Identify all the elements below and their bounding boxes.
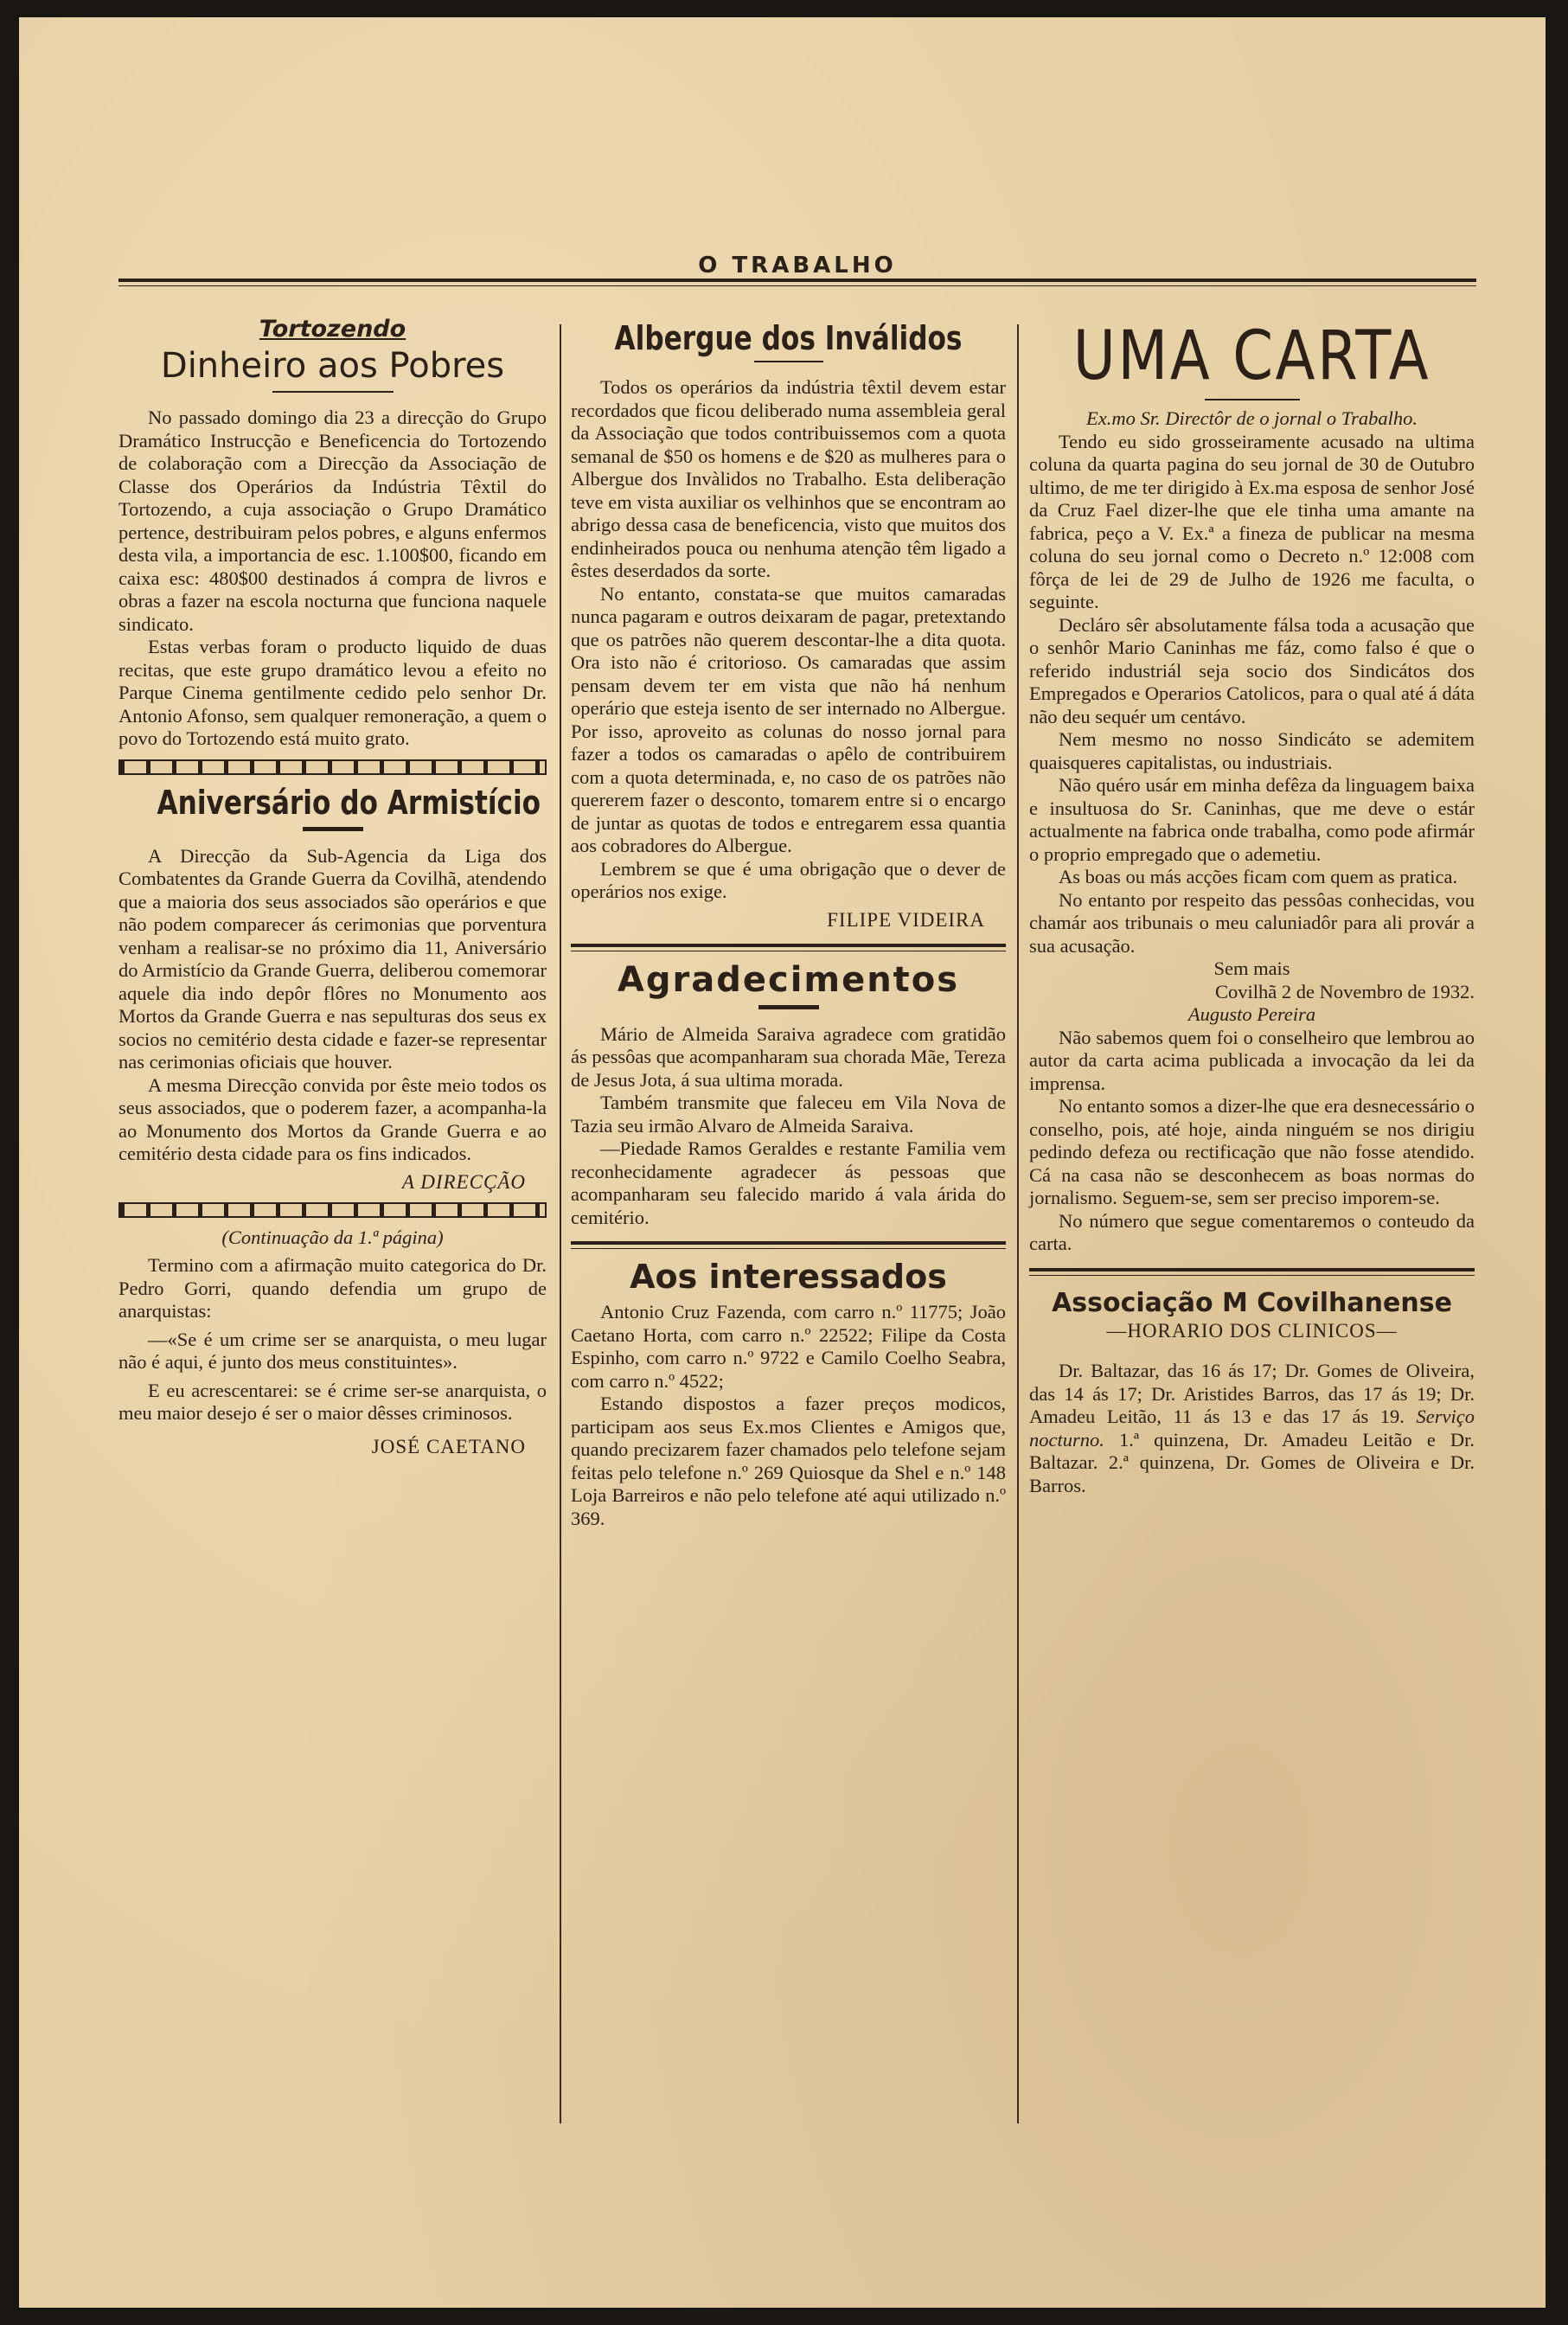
article-paragraph: As boas ou más acções ficam com quem as pratica. xyxy=(1059,866,1458,887)
article-signature: FILIPE VIDEIRA xyxy=(827,908,985,931)
ornamental-divider xyxy=(118,759,547,775)
night-service-schedule: 1.ª quinzena, Dr. Amadeu Leitão e Dr. Baltazar. 2.ª quinzena, Dr. Gomes de Oliveira e Dr. Barros. xyxy=(1029,1428,1475,1496)
page-header xyxy=(118,253,1476,294)
article-paragraph: No entanto somos a dizer-lhe que era desnecessário o conselho, pois, até hoje, ainda ninguém se nos dirigiu pedindo defeza ou rectificação que não fosse atendido. Cá na casa não se desconhecem as boas normas do jornalismo. Seguem-se, sem ser preciso imporem-se. xyxy=(1029,1095,1475,1208)
article-paragraph: Não sabemos quem foi o conselheiro que lembrou ao autor da carta acima publicada a invocação da lei da imprensa. xyxy=(1029,1026,1475,1094)
section-divider xyxy=(571,944,1006,951)
title-rule xyxy=(758,1005,819,1009)
header-rule xyxy=(118,279,1476,282)
article-title: Agradecimentos xyxy=(617,959,960,1000)
letter-signature: Augusto Pereira xyxy=(1187,1003,1316,1025)
article-title: Aos interessados xyxy=(630,1258,947,1296)
article-horario-clinicos xyxy=(1029,1288,1475,1498)
article-paragraph: Todos os operários da indústria têxtil devem estar recordados que ficou deliberado numa assembleia geral da Associação que todos contribuissemos com a quota semanal de $50 os homens e de $20 as mulheres para o Albergue dos Invàlidos no Trabalho. Esta deliberação teve em vista auxiliar os velhinhos que se encontram ao abrigo dessa casa de beneficencia, visto que muitos dos endinheirados pouca ou nenhuma atenção têm ligado a êstes deserdados da sorte. xyxy=(571,376,1006,581)
column-left xyxy=(118,316,547,1458)
column-divider xyxy=(560,324,561,2123)
title-rule xyxy=(303,827,363,831)
article-title: UMA CARTA xyxy=(1072,317,1431,395)
article-paragraph: No entanto, constata-se que muitos camaradas nunca pagaram e outros deixaram de pagar, pretextando que os patrões não querem descontar-lhe a dita quota. Ora isto não é critorioso. Os camaradas que assim pensam devem ter em vista que não há nenhum operário que esteja isento de ser internado no Albergue. Por isso, aproveito as colunas do nosso jornal para fazer a todos os camaradas o apêlo de contribuirem com a quota determinada, e, no caso de os patrões não quererem fazer o desconto, tomarem entre si o encargo de juntar as quotas de todos e entregarem essa quantia aos cobradores do Albergue. xyxy=(571,582,1006,856)
title-rule xyxy=(1205,399,1300,400)
article-title: Aniversário do Armistício xyxy=(157,783,541,822)
ornamental-divider xyxy=(118,1202,547,1218)
article-subtitle: —HORARIO DOS CLINICOS— xyxy=(1106,1319,1398,1342)
article-paragraph: A mesma Direcção convida por êste meio todos os seus associados, que o poderem fazer, a acompanha-la ao Monumento dos Mortos da Grande Guerra e ao cemitério desta cidade para os fins indicados. xyxy=(118,1073,547,1164)
article-paragraph: Nem mesmo no nosso Sindicáto se ademitem quaisqueres capitalistas, ou industriais. xyxy=(1029,728,1475,773)
masthead: O TRABALHO xyxy=(698,253,897,279)
article-paragraph: Decláro sêr absolutamente fálsa toda a acusação que o senhôr Mario Caninhas me fáz, como falso é que o referido industriál seja socio dos Sindicátos dos Empregados e Operarios Catolicos, para o qual até á dáta não deu sequér um centávo. xyxy=(1029,613,1475,727)
article-paragraph: Tendo eu sido grosseiramente acusado na ultima coluna da quarta pagina do seu jornal de 30 de Outubro ultimo, de me ter dirigido à Ex.ma esposa de senhor José da Cruz Fael dizer-lhe que ele tinha uma amante na fabrica, peço a V. Ex.ª a fineza de publicar na mesma coluna do seu jornal como o Decreto n.º 12:008 com fôrça de lei de 29 de Julho de 1926 me faculta, o seguinte. xyxy=(1029,430,1475,612)
night-service-label: Serviço nocturno. xyxy=(1029,1406,1475,1451)
article-agradecimentos xyxy=(571,960,1006,1230)
article-paragraph: No entanto por respeito das pessôas conhecidas, vou chamár aos tribunais o meu caluniadôr para ali provár a sua acusação. xyxy=(1029,888,1475,957)
article-albergue-invalidos xyxy=(571,319,1006,932)
article-signature: A DIRECÇÃO xyxy=(401,1170,526,1193)
section-divider xyxy=(1029,1268,1475,1276)
article-paragraph: Estando dispostos a fazer preços modicos, participam aos seus Ex.mos Clientes e Amigos que, quando precizarem fazer chamados pelo telefone sejam feitas pelo telefone n.º 269 Quiosque da Shel e n.º 148 Loja Barreiros e não pelo telefone até aqui utilizado n.º 369. xyxy=(571,1393,1006,1529)
article-paragraph: E eu acrescentarei: se é crime ser-se anarquista, o meu maior desejo é ser o maior dêsses criminosos. xyxy=(118,1379,547,1424)
clinic-hours: Dr. Baltazar, das 16 ás 17; Dr. Gomes de Oliveira, das 14 ás 17; Dr. Aristides Barros, das 17 ás 19; Dr. Amadeu Leitão, 11 ás 13 e das 17 ás 19. xyxy=(1029,1360,1475,1427)
letter-salutation: Ex.mo Sr. Directôr de o jornal o Trabalho. xyxy=(1086,407,1418,429)
section-divider xyxy=(571,1241,1006,1249)
article-dinheiro-aos-pobres xyxy=(118,316,547,751)
article-paragraph: No número que segue comentaremos o conteudo da carta. xyxy=(1029,1209,1475,1254)
title-rule xyxy=(272,391,394,393)
article-paragraph: A Direcção da Sub-Agencia da Liga dos Combatentes da Grande Guerra da Covilhã, atendendo que a maioria dos seus associados são operários e que não podem comparecer ás cerimonias que porventura venham a realisar-se no próximo dia 11, Aniversário do Armistício da Grande Guerra, deliberou comemorar aquele dia indo depôr flôres no Monumento aos Mortos da Grande Guerra e nas sepulturas dos seus ex socios no cemitério desta cidade e fazer-se representar nas cerimonias oficiais que houver. xyxy=(118,844,547,1073)
article-uma-carta xyxy=(1029,317,1475,1256)
column-right xyxy=(1029,316,1475,1497)
newspaper-page xyxy=(19,17,1546,2308)
article-paragraph: —«Se é um crime ser se anarquista, o meu lugar não é aqui, é junto dos meus constituintes». xyxy=(118,1328,547,1373)
article-paragraph: —Piedade Ramos Geraldes e restante Familia vem reconhecidamente agradecer ás pessoas que acompanharam seu falecido marido á vala árida do cemitério. xyxy=(571,1137,1006,1228)
article-paragraph xyxy=(1029,1360,1475,1497)
article-paragraph: Lembrem se que é uma obrigação que o dever de operários nos exige. xyxy=(571,857,1006,902)
article-paragraph: Antonio Cruz Fazenda, com carro n.º 11775; João Caetano Horta, com carro n.º 22522; Filipe da Costa Espinho, com carro n.º 9722 e Camilo Coelho Seabra, com carro n.º 4522; xyxy=(571,1301,1006,1392)
letter-dateline: Covilhã 2 de Novembro de 1932. xyxy=(1215,980,1475,1002)
column-divider xyxy=(1017,324,1019,2123)
title-rule xyxy=(754,361,823,362)
article-paragraph: Mário de Almeida Saraiva agradece com gratidão ás pessôas que acompanharam sua chorada Mãe, Tereza de Jesus Jota, á sua ultima morada. xyxy=(571,1022,1006,1091)
article-kicker: Tortozendo xyxy=(259,316,406,343)
letter-closing: Sem mais xyxy=(1213,958,1290,979)
article-aniversario-armisticio xyxy=(118,784,547,1194)
continuation-note: (Continuação da 1.ª página) xyxy=(221,1226,444,1248)
article-paragraph: Estas verbas foram o producto liquido de duas recitas, que este grupo dramático levou a efeito no Parque Cinema gentilmente cedido pelo senhor Dr. Antonio Afonso, sem qualquer remoneração, a quem o povo do Tortozendo está muito grato. xyxy=(118,636,547,749)
article-paragraph: Não quéro usár em minha defêza da linguagem baixa e insultuosa do Sr. Caninhas, que me deve o estár actualmente na fabrica onde trabalha, como pode afirmár o proprio empregado que o ademetiu. xyxy=(1029,774,1475,865)
article-continuation xyxy=(118,1227,547,1458)
header-rule-thin xyxy=(118,285,1476,286)
article-aos-interessados xyxy=(571,1258,1006,1530)
article-title: Albergue dos Inválidos xyxy=(614,319,963,357)
article-paragraph: Termino com a afirmação muito categorica do Dr. Pedro Gorri, quando defendia um grupo de anarquistas: xyxy=(118,1254,547,1322)
article-signature: JOSÉ CAETANO xyxy=(371,1435,526,1457)
article-paragraph: No passado domingo dia 23 a direcção do Grupo Dramático Instrucção e Beneficencia do Tortozendo de colaboração com a Direcção da Associação de Classe dos Operários da Indústria Têxtil do Tortozendo, a cuja associação o Grupo Dramático pertence, destribuiram pelos pobres, e alguns enfermos desta vila, a importancia de esc. 1.100$00, ficando em caixa esc: 480$00 destinados á compra de livros e obras a fazer na escola nocturna que funciona naquele sindicato. xyxy=(118,407,547,635)
article-paragraph: Também transmite que faleceu em Vila Nova de Tazia seu irmão Alvaro de Almeida Saraiva. xyxy=(571,1092,1006,1137)
column-middle xyxy=(571,316,1006,1530)
article-title: Associação M Covilhanense xyxy=(1052,1287,1452,1318)
article-title: Dinheiro aos Pobres xyxy=(160,346,505,386)
